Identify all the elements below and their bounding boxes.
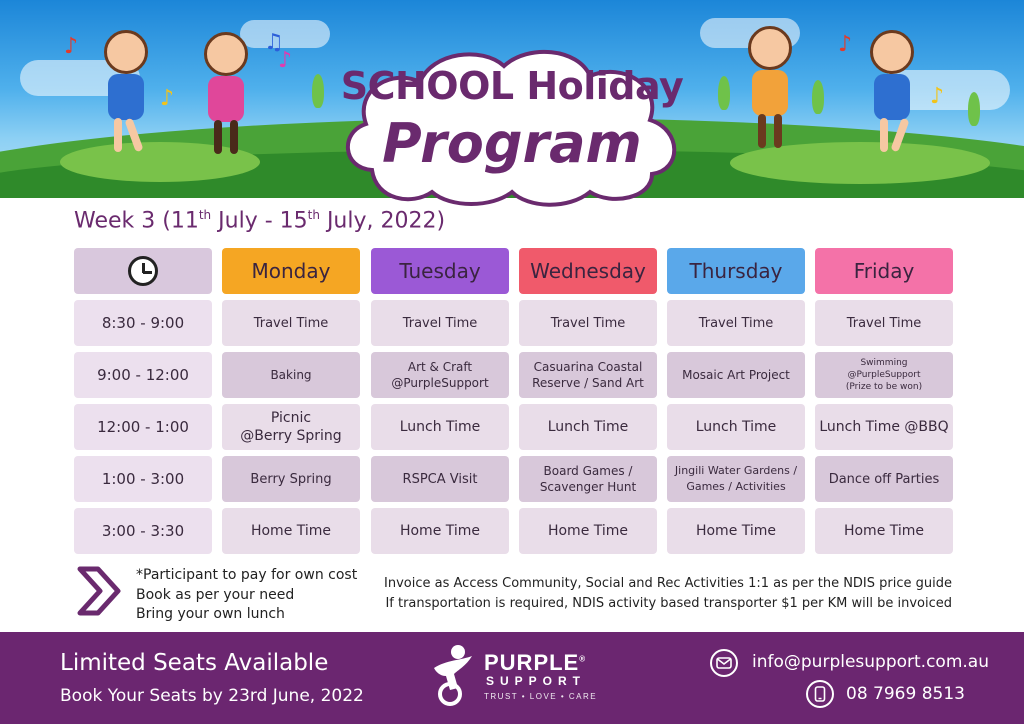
activity-cell: Home Time: [815, 508, 953, 554]
activity-cell: Travel Time: [815, 300, 953, 346]
note-line: Invoice as Access Community, Social and Rec Activities 1:1 as per the NDIS price guide: [384, 576, 952, 591]
activity-cell: Mosaic Art Project: [667, 352, 805, 398]
tree: [812, 80, 824, 114]
activity-cell: Picnic @Berry Spring: [222, 404, 360, 450]
activity-cell: Art & Craft @PurpleSupport: [371, 352, 509, 398]
email-icon: [710, 649, 738, 677]
activity-cell: Home Time: [519, 508, 657, 554]
note-line: *Participant to pay for own cost: [136, 567, 358, 583]
email-link[interactable]: info@purplesupport.com.au: [752, 652, 989, 672]
brand-subname: SUPPORT: [486, 674, 587, 688]
chevron-right-icon: [76, 565, 122, 617]
note-line: Book as per your need: [136, 586, 295, 603]
day-header-wednesday: Wednesday: [519, 248, 657, 294]
notes-left: [136, 566, 357, 625]
week-label: Week 3 (11th July - 15th July, 2022): [74, 208, 446, 234]
activity-cell: Home Time: [222, 508, 360, 554]
activity-cell: RSPCA Visit: [371, 456, 509, 502]
note-line: If transportation is required, NDIS activity based transporter $1 per KM will be invoiced: [385, 596, 952, 611]
activity-cell: Swimming @PurpleSupport (Prize to be won): [815, 352, 953, 398]
activity-cell: Lunch Time: [371, 404, 509, 450]
day-header-thursday: Thursday: [667, 248, 805, 294]
time-slot: 9:00 - 12:00: [74, 352, 212, 398]
day-header-friday: Friday: [815, 248, 953, 294]
tree: [312, 74, 324, 108]
time-slot: 3:00 - 3:30: [74, 508, 212, 554]
grass-patch: [730, 142, 990, 184]
note-line: Bring your own lunch: [136, 606, 285, 622]
limited-seats-text: Limited Seats Available: [60, 650, 329, 676]
tree: [718, 76, 730, 110]
activity-cell: Lunch Time: [667, 404, 805, 450]
activity-cell: Travel Time: [222, 300, 360, 346]
brand-tagline: TRUST • LOVE • CARE: [484, 692, 598, 701]
time-slot: 1:00 - 3:00: [74, 456, 212, 502]
purple-support-logo-icon: [428, 642, 478, 708]
activity-cell: Travel Time: [667, 300, 805, 346]
brand-name: PURPLE®: [484, 650, 587, 675]
title-line1: SCHOOL Holiday: [340, 64, 684, 108]
activity-cell: Berry Spring: [222, 456, 360, 502]
activity-cell: Travel Time: [371, 300, 509, 346]
tree: [968, 92, 980, 126]
clock-icon: [128, 256, 158, 286]
time-column-header: [74, 248, 212, 294]
activity-cell: Home Time: [371, 508, 509, 554]
footer: [0, 632, 1024, 724]
music-note-icon: ♪: [278, 48, 293, 73]
music-note-icon: ♪: [64, 34, 79, 59]
phone-number[interactable]: 08 7969 8513: [846, 684, 965, 704]
activity-cell: Dance off Parties: [815, 456, 953, 502]
phone-icon: [806, 680, 834, 708]
music-note-icon: ♪: [160, 86, 175, 111]
music-note-icon: ♫: [264, 30, 284, 55]
activity-cell: Casuarina Coastal Reserve / Sand Art: [519, 352, 657, 398]
time-slot: 8:30 - 9:00: [74, 300, 212, 346]
day-header-monday: Monday: [222, 248, 360, 294]
music-note-icon: ♪: [838, 32, 853, 57]
activity-cell: Lunch Time: [519, 404, 657, 450]
activity-cell: Jingili Water Gardens / Games / Activities: [667, 456, 805, 502]
activity-cell: Board Games / Scavenger Hunt: [519, 456, 657, 502]
book-by-text: Book Your Seats by 23rd June, 2022: [60, 686, 364, 706]
music-note-icon: ♪: [930, 84, 945, 109]
day-header-tuesday: Tuesday: [371, 248, 509, 294]
activity-cell: Baking: [222, 352, 360, 398]
title-cloud: [332, 40, 692, 210]
activity-cell: Travel Time: [519, 300, 657, 346]
title-line2: Program: [382, 112, 642, 175]
activity-cell: Home Time: [667, 508, 805, 554]
activity-cell: Lunch Time @BBQ: [815, 404, 953, 450]
cloud: [240, 20, 330, 48]
notes-right: [380, 574, 952, 614]
time-slot: 12:00 - 1:00: [74, 404, 212, 450]
